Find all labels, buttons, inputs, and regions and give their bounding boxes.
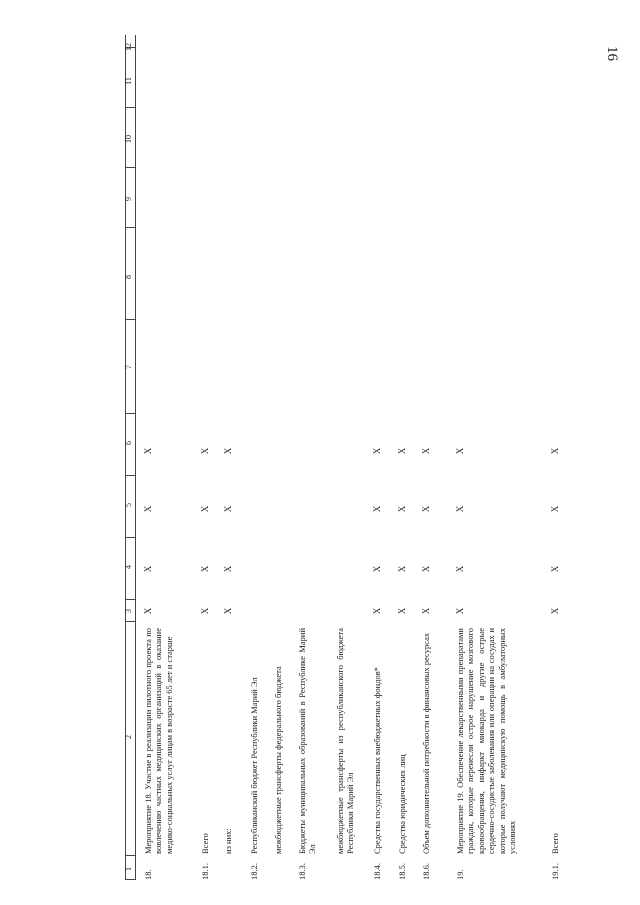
mark-x: X [143,505,153,513]
mark-x: X [455,607,465,615]
col-divider [125,599,135,600]
page-number: 16 [604,46,620,61]
header-col-9: 9 [124,197,133,201]
row-description: Объем дополнительной потребности в финансовых ресурсах [421,632,431,854]
mark-x: X [550,447,560,455]
mark-x: X [421,447,431,455]
header-col-6: 6 [124,441,133,445]
row-description: Всего [550,833,560,854]
row-description: Мероприятие 18. Участие в реализации пилотного проекта по вовлечению частных медицинских организаций в оказание медико-социальных услуг лицам в возрасте 65 лет и старше [143,628,174,854]
col-divider [125,319,135,320]
header-bottom-border [135,35,136,880]
mark-x: X [143,607,153,615]
mark-x: X [223,447,233,455]
header-col-7: 7 [124,365,133,369]
budget-table [124,35,560,880]
row-number: 18.6. [421,863,431,880]
col-divider [125,167,135,168]
col-divider [125,107,135,108]
mark-x: X [421,565,431,573]
header-col-1: 1 [124,867,133,871]
mark-x: X [455,505,465,513]
mark-x: X [455,447,465,455]
row-number: 19.1. [550,863,560,880]
header-col-3: 3 [124,609,133,613]
row-description: Республиканский бюджет Республики Марий Эл [249,677,259,854]
header-col-8: 8 [124,275,133,279]
row-number: 18.3. [297,863,307,880]
mark-x: X [397,505,407,513]
col-divider [125,413,135,414]
table-top-border [125,35,126,880]
row-description: Всего [200,833,210,854]
row-number: 18.5. [397,863,407,880]
mark-x: X [223,607,233,615]
col-divider [125,537,135,538]
row-description: Средства государственных внебюджетных фондов* [372,667,382,854]
mark-x: X [372,565,382,573]
mark-x: X [550,565,560,573]
mark-x: X [223,565,233,573]
col-divider [125,879,135,880]
mark-x: X [397,565,407,573]
mark-x: X [397,607,407,615]
col-divider [125,227,135,228]
mark-x: X [550,607,560,615]
header-col-2: 2 [124,735,133,739]
mark-x: X [200,447,210,455]
mark-x: X [200,565,210,573]
row-number: 18.1. [200,863,210,880]
mark-x: X [421,505,431,513]
row-description: межбюджетные трансферты из республиканского бюджета Республики Марий Эл [335,628,356,854]
col-divider [125,621,135,622]
mark-x: X [200,607,210,615]
mark-x: X [397,447,407,455]
row-description: Средства юридических лиц [397,754,407,854]
mark-x: X [550,505,560,513]
mark-x: X [200,505,210,513]
row-description: межбюджетные трансферты федерального бюджета [273,666,283,854]
col-divider [125,475,135,476]
row-number: 18.2. [249,863,259,880]
row-number: 18.4. [372,863,382,880]
header-col-5: 5 [124,503,133,507]
row-description: Мероприятие 19. Обеспечение лекарственными препаратами граждан, которые перенесли острое нарушение мозгового кровообращения, инфаркт миокарда и другие острые сердечно-сосудистые заболевания или операции на сосудах и которые получают медицинскую помощь в амбулаторных условиях [455,628,518,854]
mark-x: X [372,447,382,455]
row-number: 19. [455,869,465,880]
col-divider [125,855,135,856]
row-number: 18. [143,869,153,880]
header-col-10: 10 [124,135,133,143]
mark-x: X [223,505,233,513]
row-description: Бюджеты муниципальных образований в Республике Марий Эл [297,628,318,854]
mark-x: X [421,607,431,615]
row-description: из них: [223,828,233,854]
mark-x: X [372,505,382,513]
mark-x: X [143,565,153,573]
mark-x: X [372,607,382,615]
mark-x: X [455,565,465,573]
mark-x: X [143,447,153,455]
header-col-4: 4 [124,565,133,569]
header-col-11: 11 [124,77,133,85]
header-col-12: 12 [124,43,133,51]
